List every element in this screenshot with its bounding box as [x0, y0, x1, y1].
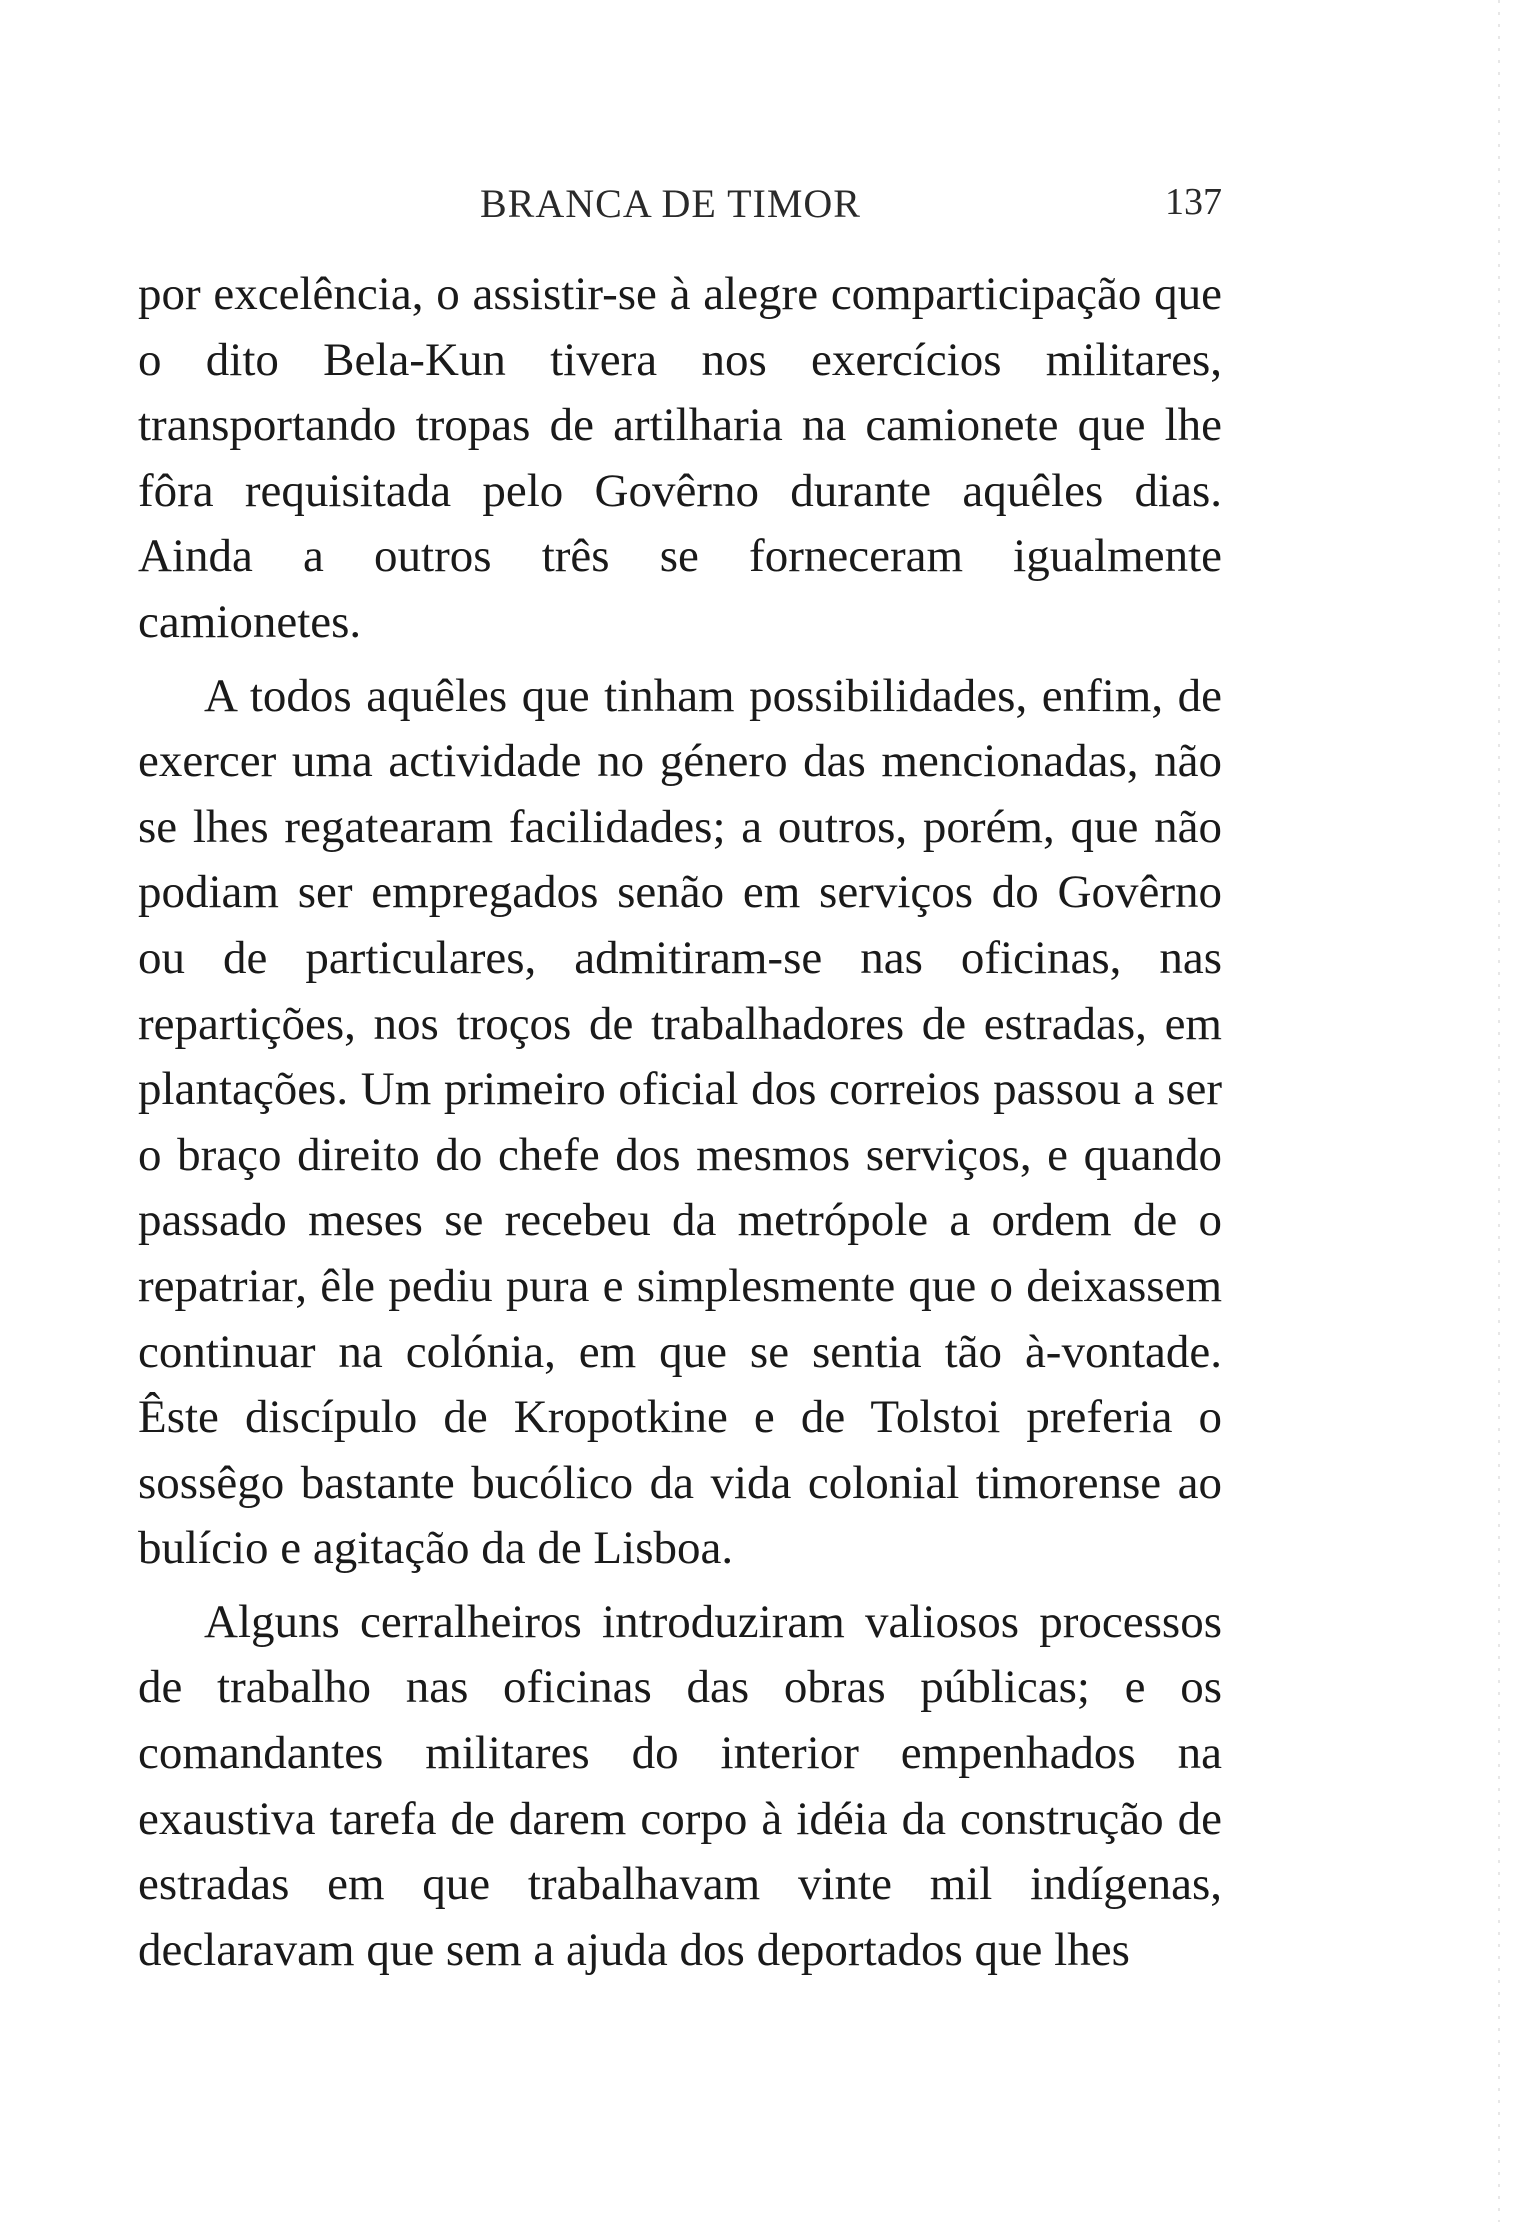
scan-edge-artifact: [1498, 0, 1500, 2222]
body-text: [138, 262, 1222, 1983]
paragraph-continuation: por excelência, o assistir-se à alegre comparticipação que o dito Bela-Kun tivera nos exercícios militares, transportando tropas de artilharia na camionete que lhe fôra requisitada pelo Govêrno durante aquêles dias. Ainda a outros três se forneceram igualmente camionetes.: [138, 268, 1222, 648]
paragraph-facilities: A todos aquêles que tinham possibilidades, enfim, de exercer uma actividade no género das mencionadas, não se lhes regatearam facilidades; a outros, porém, que não podiam ser empregados senão em serviços do Govêrno ou de particulares, admitiram-se nas oficinas, nas repartições, nos troços de trabalhadores de estradas, em plantações. Um primeiro oficial dos correios passou a ser o braço direito do chefe dos mesmos serviços, e quando passado meses se recebeu da metrópole a ordem de o repatriar, êle pediu pura e simplesmente que o deixassem continuar na colónia, em que se sentia tão à-vontade. Êste discípulo de Kropotkine e de Tolstoi preferia o sossêgo bastante bucólico da vida colonial timorense ao bulício e agitação da de Lisboa.: [138, 669, 1222, 1575]
running-header: [140, 180, 1222, 240]
page-number: 137: [1165, 181, 1222, 223]
paragraph-locksmiths: Alguns cerralheiros introduziram valiosos processos de trabalho nas oficinas das obras públicas; e os comandantes militares do interior empenhados na exaustiva tarefa de darem corpo à idéia da construção de estradas em que trabalhavam vinte mil indígenas, declaravam que sem a ajuda dos deportados que lhes: [138, 1595, 1222, 1976]
running-title: BRANCA DE TIMOR: [480, 181, 861, 226]
